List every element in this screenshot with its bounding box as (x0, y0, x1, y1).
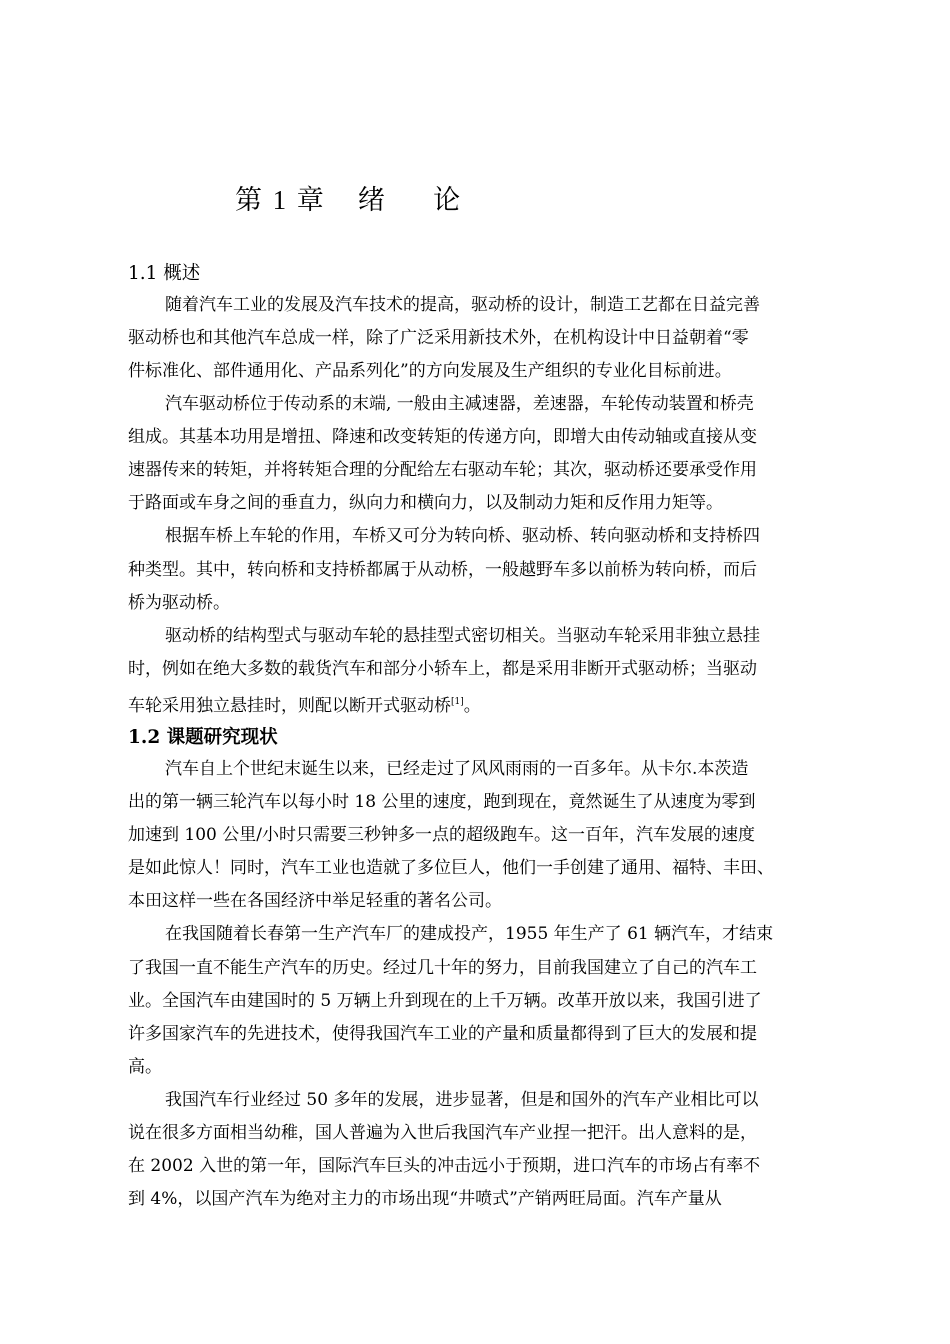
paragraph-line: 在我国随着长春第一生产汽车厂的建成投产，1955 年生产了 61 辆汽车，才结束 (165, 924, 774, 944)
section-heading-1-2: 1.2 课题研究现状 (128, 727, 278, 748)
paragraph-line: 件标准化、部件通用化、产品系列化”的方向发展及生产组织的专业化目标前进。 (128, 361, 732, 381)
paragraph-line: 本田这样一些在各国经济中举足轻重的著名公司。 (128, 891, 502, 911)
paragraph-line: 我国汽车行业经过 50 多年的发展，进步显著，但是和国外的汽车产业相比可以 (165, 1090, 759, 1110)
chapter-suffix: 章 (296, 185, 325, 216)
chapter-title (235, 178, 461, 217)
paragraph-line: 出的第一辆三轮汽车以每小时 18 公里的速度，跑到现在，竟然诞生了从速度为零到 (128, 792, 756, 812)
paragraph-line: 业。全国汽车由建国时的 5 万辆上升到现在的上千万辆。改革开放以来，我国引进了 (128, 991, 762, 1011)
paragraph-line: 时，例如在绝大多数的载货汽车和部分小轿车上，都是采用非断开式驱动桥；当驱动 (128, 659, 757, 679)
chapter-prefix: 第 (235, 185, 263, 216)
chapter-title-part1: 绪 (357, 185, 386, 216)
chapter-title-part2: 论 (433, 185, 462, 216)
paragraph-line: 是如此惊人！同时，汽车工业也造就了多位巨人，他们一手创建了通用、福特、丰田、 (128, 858, 774, 878)
paragraph-line: 汽车自上个世纪末诞生以来，已经走过了风风雨雨的一百多年。从卡尔.本茨造 (165, 759, 749, 779)
paragraph-line: 加速到 100 公里/小时只需要三秒钟多一点的超级跑车。这一百年，汽车发展的速度 (128, 825, 755, 845)
paragraph-line: 根据车桥上车轮的作用，车桥又可分为转向桥、驱动桥、转向驱动桥和支持桥四 (165, 526, 760, 546)
paragraph-line: 随着汽车工业的发展及汽车技术的提高，驱动桥的设计，制造工艺都在日益完善 (165, 295, 760, 315)
paragraph-line: 桥为驱动桥。 (128, 593, 230, 613)
paragraph-line: 组成。其基本功用是增扭、降速和改变转矩的传递方向，即增大由传动轴或直接从变 (128, 427, 757, 447)
paragraph-line-with-citation (128, 691, 481, 717)
paragraph-line: 在 2002 入世的第一年，国际汽车巨头的冲击远小于预期，进口汽车的市场占有率不 (128, 1156, 761, 1176)
end-punctuation: 。 (463, 696, 481, 716)
paragraph-line: 到 4%，以国产汽车为绝对主力的市场出现“井喷式”产销两旺局面。汽车产量从 (128, 1189, 722, 1209)
paragraph-line: 驱动桥的结构型式与驱动车轮的悬挂型式密切相关。当驱动车轮采用非独立悬挂 (165, 626, 760, 646)
paragraph-line: 高。 (128, 1057, 162, 1077)
paragraph-line: 种类型。其中，转向桥和支持桥都属于从动桥，一般越野车多以前桥为转向桥，而后 (128, 560, 757, 580)
paragraph-line: 于路面或车身之间的垂直力，纵向力和横向力，以及制动力矩和反作用力矩等。 (128, 493, 723, 513)
section-heading-1-1: 1.1 概述 (128, 263, 201, 284)
paragraph-line: 汽车驱动桥位于传动系的末端, 一般由主减速器，差速器，车轮传动装置和桥壳 (165, 394, 754, 414)
paragraph-line-text: 车轮采用独立悬挂时，则配以断开式驱动桥 (128, 696, 451, 716)
citation-marker: [1] (451, 697, 464, 707)
paragraph-line: 许多国家汽车的先进技术，使得我国汽车工业的产量和质量都得到了巨大的发展和提 (128, 1024, 757, 1044)
paragraph-line: 了我国一直不能生产汽车的历史。经过几十年的努力，目前我国建立了自己的汽车工 (128, 958, 757, 978)
paragraph-line: 驱动桥也和其他汽车总成一样，除了广泛采用新技术外，在机构设计中日益朝着“零 (128, 328, 749, 348)
paragraph-line: 说在很多方面相当幼稚，国人普遍为入世后我国汽车产业捏一把汗。出人意料的是， (128, 1123, 757, 1143)
paragraph-line: 速器传来的转矩，并将转矩合理的分配给左右驱动车轮；其次，驱动桥还要承受作用 (128, 460, 757, 480)
chapter-number: 1 (272, 185, 288, 215)
